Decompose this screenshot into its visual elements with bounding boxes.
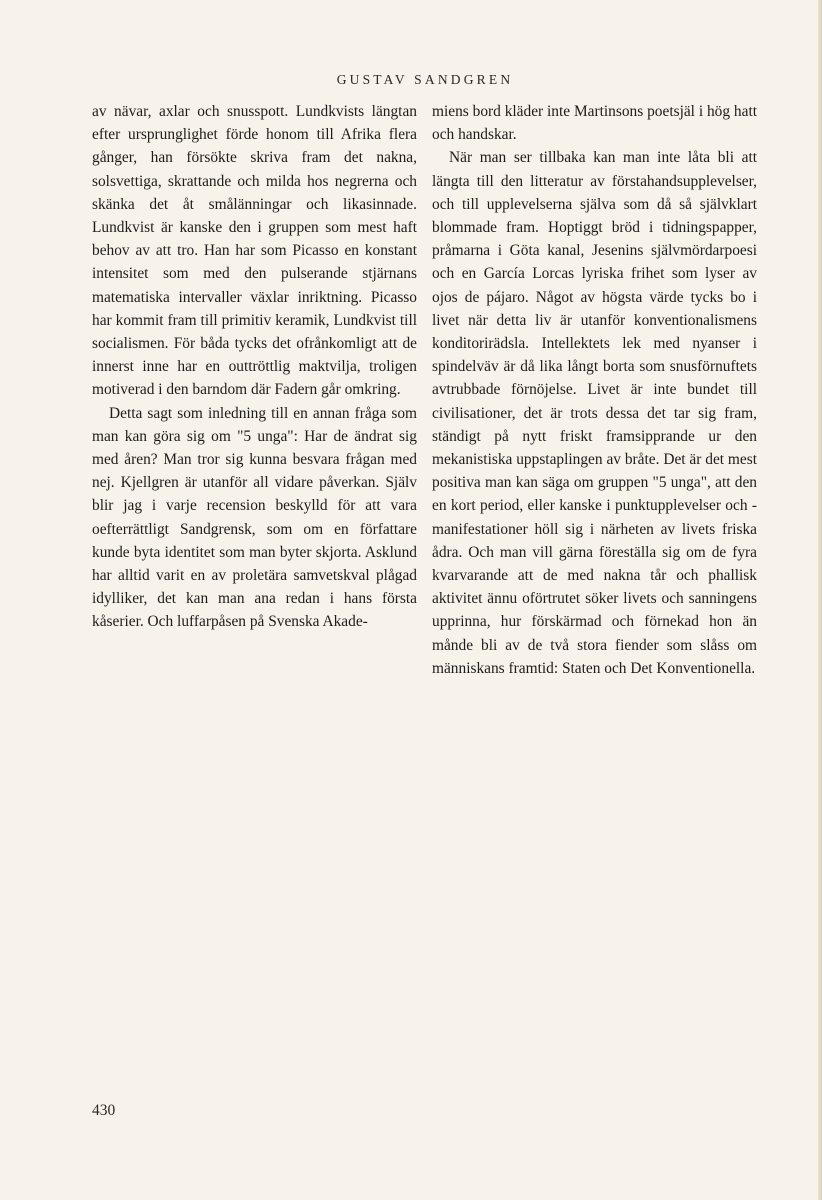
paragraph: Detta sagt som inledning till en annan fråga som man kan göra sig om "5 unga": Har de ändrat sig med åren? Man tror sig kunna besvara frågan med nej. Kjellgren är utanför all vidare påverkan. Själv blir jag i varje recension beskylld för att vara oefterrättligt Sandgrensk, som om en författare kunde byta identitet som man byter skjorta. Asklund har alltid varit en av proletära samvetskval plågad idylliker, det kan man ana redan i hans första kåserier. Och luffarpåsen på Svenska Akade- <box>92 404 417 631</box>
left-column <box>92 100 417 634</box>
paragraph: av nävar, axlar och snusspott. Lundkvists längtan efter ursprunglighet förde honom till Afrika flera gånger, han försökte skriva fram det nakna, solsvettiga, skrattande och milda hos negrerna och skänka det åt smålänningar och likasinnade. Lundkvist är kanske den i gruppen som mest haft behov av att tro. Han har som Picasso en konstant intensitet som med den pulserande stjärnans matematiska intervaller växlar inriktning. Picasso har kommit fram till primitiv keramik, Lundkvist till socialismen. För båda tycks det ofrånkomligt att de innerst inne har en outtröttlig maktvilja, troligen motiverad i den barndom där Fadern går omkring. <box>92 103 417 399</box>
page-edge <box>818 0 822 1200</box>
paragraph: miens bord kläder inte Martinsons poetsjäl i hög hatt och handskar. <box>432 103 757 144</box>
right-column <box>432 100 757 680</box>
paragraph: När man ser tillbaka kan man inte låta bli att längta till den litteratur av förstahandsupplevelser, och till upplevelserna själva som då så självklart blommade fram. Hoptiggt bröd i tidningspapper, pråmarna i Göta kanal, Jesenins självmördarpoesi och en García Lorcas lyriska frihet som lyser av ojos de pájaro. Något av högsta värde tycks bo i livet när detta liv är utanför konventionalismens konditorirädsla. Intellektets lek med nyanser i spindelväv är då lika långt borta som snusförnuftets avtrubbade förnöjelse. Livet är inte bundet till civilisationer, det är trots dessa det tar sig fram, ständigt på nytt friskt framsipprande ur den mekanistiska uppstaplingen av bråte. Det är det mest positiva man kan säga om gruppen "5 unga", att den en kort period, eller kanske i punktupplevelser och -manifestationer höll sig i närheten av livets friska ådra. Och man vill gärna föreställa sig om de fyra kvarvarande att de med nakna tår och phallisk aktivitet ännu oförtrutet söker livets och sanningens upprinna, hur förskärmad och förnekad hon än månde bli av de två stora fiender som slåss om människans framtid: Staten och Det Konventionella. <box>432 149 757 677</box>
page-number: 430 <box>92 1102 116 1119</box>
running-head: GUSTAV SANDGREN <box>336 72 514 87</box>
